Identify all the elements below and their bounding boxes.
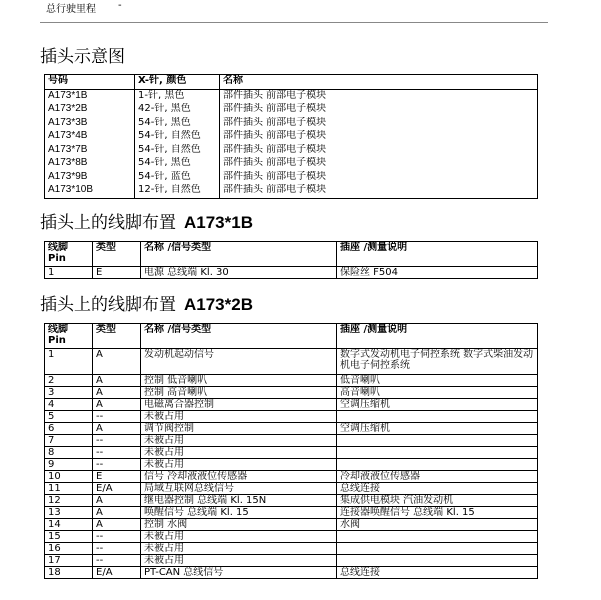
table-row [45,375,538,387]
signal-name: 未被占用 [141,531,337,543]
socket-note: 高音喇叭 [337,387,538,399]
table-header-row [45,324,538,349]
table-row [45,519,538,531]
signal-name: 未被占用 [141,459,337,471]
connector-name: 部件插头 前部电子模块 [220,89,538,103]
socket-note: 保险丝 F504 [337,267,538,279]
connector-id: A173*10B [45,184,135,198]
pin-color: 54-针, 蓝色 [135,171,220,185]
table-row [45,483,538,495]
pin-number: 15 [45,531,93,543]
table-row [45,184,538,198]
signal-name: 局域互联网总线信号 [141,483,337,495]
pin-number: 13 [45,507,93,519]
pin-color: 54-针, 黑色 [135,157,220,171]
connector-id: A173*9B [45,171,135,185]
connector-name: 部件插头 前部电子模块 [220,184,538,198]
column-header: 类型 [93,324,141,349]
signal-name: 控制 水阀 [141,519,337,531]
signal-name: 唤醒信号 总线端 Kl. 15 [141,507,337,519]
pin-number: 4 [45,399,93,411]
table-row [45,531,538,543]
pin-type: -- [93,555,141,567]
pin-number: 9 [45,459,93,471]
section2-title-text: 插头上的线脚布置 [40,213,176,233]
pin-type: E/A [93,483,141,495]
pin-type: A [93,495,141,507]
pin-color: 54-针, 自然色 [135,144,220,158]
connector-id: A173*8B [45,157,135,171]
socket-note: 低音喇叭 [337,375,538,387]
pin-type: E [93,267,141,279]
pin-layout-table-2b [44,323,538,579]
table-row [45,507,538,519]
pin-number: 17 [45,555,93,567]
pin-type: A [93,349,141,375]
table-row [45,555,538,567]
table-row [45,495,538,507]
signal-name: 未被占用 [141,447,337,459]
signal-name: 未被占用 [141,555,337,567]
socket-note: 冷却液液位传感器 [337,471,538,483]
pin-number: 1 [45,267,93,279]
mileage-label: 总行驶里程 [46,4,96,15]
pin-type: -- [93,459,141,471]
table-row [45,387,538,399]
signal-name: 未被占用 [141,411,337,423]
signal-name: 发动机起动信号 [141,349,337,375]
table-row [45,447,538,459]
pin-number: 10 [45,471,93,483]
connector-name: 部件插头 前部电子模块 [220,144,538,158]
pin-number: 1 [45,349,93,375]
column-header: 线脚 Pin [45,324,93,349]
table-row [45,144,538,158]
table-row [45,423,538,435]
pin-number: 12 [45,495,93,507]
pin-number: 18 [45,567,93,579]
section3-title-text: 插头上的线脚布置 [40,295,176,315]
pin-color: 54-针, 黑色 [135,117,220,131]
pin-type: -- [93,543,141,555]
socket-note [337,435,538,447]
socket-note: 空调压缩机 [337,423,538,435]
socket-note [337,543,538,555]
section1-title-text: 插头示意图 [40,47,125,67]
table-row [45,459,538,471]
table-row [45,157,538,171]
pin-number: 5 [45,411,93,423]
column-header: 插座 /测量说明 [337,242,538,267]
column-header: X-针, 颜色 [135,75,220,90]
socket-note: 空调压缩机 [337,399,538,411]
socket-note: 集成供电模块 汽油发动机 [337,495,538,507]
pin-type: A [93,375,141,387]
signal-name: 继电器控制 总线端 Kl. 15N [141,495,337,507]
connector-name: 部件插头 前部电子模块 [220,171,538,185]
pin-type: A [93,507,141,519]
pin-number: 7 [45,435,93,447]
socket-note [337,459,538,471]
section3-connector-code: A173*2B [184,295,253,314]
column-header: 名称 /信号类型 [141,242,337,267]
section2-connector-code: A173*1B [184,213,253,232]
column-header: 名称 [220,75,538,90]
connector-id: A173*7B [45,144,135,158]
pin-number: 2 [45,375,93,387]
signal-name: 信号 冷却液液位传感器 [141,471,337,483]
table-row [45,471,538,483]
connector-id: A173*1B [45,89,135,103]
connector-id: A173*2B [45,103,135,117]
table-row [45,411,538,423]
table-row [45,435,538,447]
section-title-connector-overview [40,47,125,67]
table-row [45,89,538,103]
section-title-pin-layout-1b [40,213,253,233]
socket-note [337,531,538,543]
connector-id: A173*4B [45,130,135,144]
column-header: 类型 [93,242,141,267]
table-row [45,349,538,375]
table-row [45,171,538,185]
connector-name: 部件插头 前部电子模块 [220,157,538,171]
socket-note: 连接器唤醒信号 总线端 Kl. 15 [337,507,538,519]
mileage-value: - [118,0,122,11]
socket-note [337,555,538,567]
signal-name: 控制 低音喇叭 [141,375,337,387]
pin-type: A [93,399,141,411]
signal-name: 未被占用 [141,543,337,555]
signal-name: 调节阀控制 [141,423,337,435]
table-header-row [45,242,538,267]
section-title-pin-layout-2b [40,295,253,315]
connector-name: 部件插头 前部电子模块 [220,103,538,117]
pin-number: 3 [45,387,93,399]
signal-name: 电源 总线端 Kl. 30 [141,267,337,279]
pin-number: 16 [45,543,93,555]
pin-number: 14 [45,519,93,531]
connector-overview-table [44,74,538,199]
column-header: 插座 /测量说明 [337,324,538,349]
pin-type: -- [93,411,141,423]
column-header: 名称 /信号类型 [141,324,337,349]
pin-color: 1-针, 黑色 [135,89,220,103]
signal-name: 电磁离合器控制 [141,399,337,411]
pin-color: 54-针, 自然色 [135,130,220,144]
socket-note: 总线连接 [337,483,538,495]
pin-number: 11 [45,483,93,495]
column-header: 号码 [45,75,135,90]
pin-type: E [93,471,141,483]
pin-color: 12-针, 自然色 [135,184,220,198]
signal-name: PT-CAN 总线信号 [141,567,337,579]
table-row [45,543,538,555]
table-row [45,130,538,144]
table-row [45,117,538,131]
connector-name: 部件插头 前部电子模块 [220,130,538,144]
page-header [40,0,548,23]
pin-type: A [93,423,141,435]
connector-name: 部件插头 前部电子模块 [220,117,538,131]
table-row [45,267,538,279]
socket-note: 数字式发动机电子伺控系统 数字式柴油发动机电子伺控系统 [337,349,538,375]
connector-id: A173*3B [45,117,135,131]
pin-type: E/A [93,567,141,579]
pin-type: -- [93,447,141,459]
table-header-row [45,75,538,90]
table-row [45,103,538,117]
pin-type: -- [93,531,141,543]
table-row [45,399,538,411]
signal-name: 控制 高音喇叭 [141,387,337,399]
pin-number: 8 [45,447,93,459]
pin-type: A [93,519,141,531]
pin-type: A [93,387,141,399]
pin-type: -- [93,435,141,447]
pin-layout-table-1b [44,241,538,279]
signal-name: 未被占用 [141,435,337,447]
column-header: 线脚 Pin [45,242,93,267]
table-row [45,567,538,579]
socket-note [337,447,538,459]
socket-note: 总线连接 [337,567,538,579]
pin-number: 6 [45,423,93,435]
pin-color: 42-针, 黑色 [135,103,220,117]
socket-note [337,411,538,423]
socket-note: 水阀 [337,519,538,531]
